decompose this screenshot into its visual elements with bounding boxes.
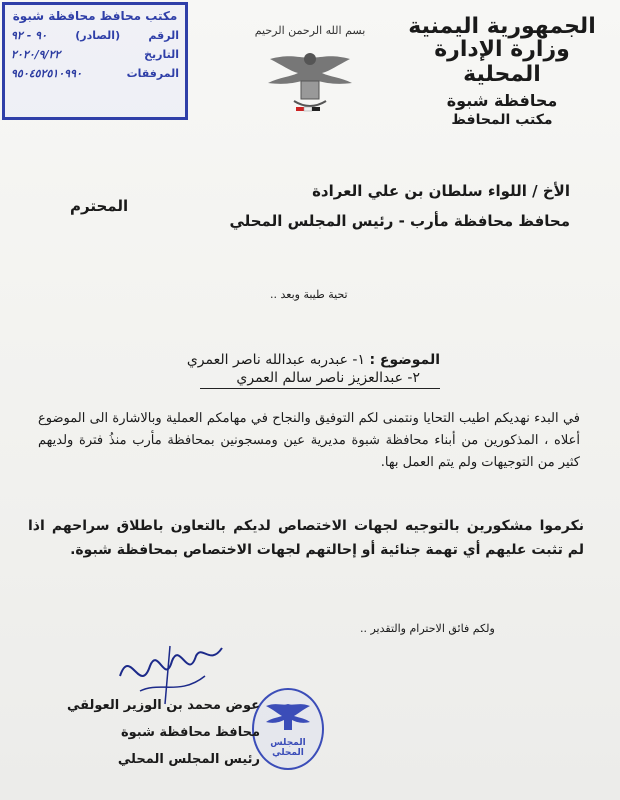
signatory-title: محافظ محافظة شبوة: [120, 725, 260, 740]
signature-block: [60, 698, 260, 779]
subject-label: الموضوع :: [369, 352, 440, 368]
stamp-ref-label: الرقم: [148, 29, 179, 42]
stamp-attachments-label: المرفقات: [126, 67, 179, 80]
subject-person-1: ١- عبدربه عبدالله ناصر العمري: [186, 352, 365, 368]
office-stamp: [2, 2, 188, 120]
republic-name: الجمهورية اليمنية: [408, 14, 596, 39]
subject-line-1: [187, 352, 440, 368]
stamp-ref-row: [11, 29, 179, 42]
basmala: بسم الله الرحمن الرحيم: [254, 24, 366, 37]
seal-caption: المجلس المحلي: [270, 738, 306, 758]
official-seal: [252, 688, 324, 770]
honorific: المحترم: [70, 197, 129, 215]
body-paragraph-2: نكرموا مشكورين بالتوجيه لجهات الاختصاص لديكم بالتعاون باطلاق سراحهم اذا لم تثبت عليهم أي تهمة جنائية أو إحالتهم لجهات الاختصاص بمحافظة شبوة.: [28, 518, 584, 558]
stamp-date-value: ٢٠٢٠/٩/٢٢: [11, 48, 61, 61]
subject-person-2: ٢- عبدالعزيز ناصر سالم العمري: [236, 370, 420, 386]
stamp-date-label: التاريخ: [144, 48, 179, 61]
stamp-attachments-row: [11, 67, 179, 80]
eagle-emblem-icon: [250, 37, 370, 127]
signatory-role: رئيس المجلس المحلي: [117, 752, 260, 767]
stamp-date-row: [11, 48, 179, 61]
signatory-name: عوض محمد بن الوزير العولقي: [66, 698, 260, 713]
office-name: مكتب المحافظ: [451, 112, 553, 128]
subject-underline: [200, 388, 440, 389]
stamp-title: مكتب محافظ محافظة شبوة: [12, 9, 178, 23]
governorate-name: محافظة شبوة: [446, 91, 558, 110]
handwritten-signature: [110, 636, 230, 706]
addressee-title: محافظ محافظة مأرب - رئيس المجلس المحلي: [229, 212, 570, 230]
ministry-name: وزارة الإدارة المحلية: [434, 37, 570, 87]
national-emblem: [250, 24, 370, 134]
body-paragraph-1: في البدء نهديكم اطيب التحايا ونتمنى لكم التوفيق والنجاح في مهامكم العملية وبالاشارة الى الموضوع أعلاه ، المذكورين من أبناء محافظة شبوة مديرية عين ومسجونين بمحافظة مأرب منذُ فترة ولديهم كثير من التوجيهات ولم يتم العمل بها.: [38, 411, 580, 470]
stamp-ref-number: ٩٠ - ٩٢: [11, 29, 47, 42]
addressee-name: الأخ / اللواء سلطان بن علي العرادة: [312, 182, 570, 200]
closing-line: ولكم فائق الاحترام والتقدير ..: [360, 622, 495, 635]
stamp-ref-value: (الصادر): [75, 29, 121, 42]
greeting: تحية طيبة وبعد ..: [270, 288, 348, 301]
letterhead: [402, 14, 602, 128]
stamp-attachments-value: ٩٥٠٤٥٢٥١٠٩٩٠: [11, 67, 82, 80]
